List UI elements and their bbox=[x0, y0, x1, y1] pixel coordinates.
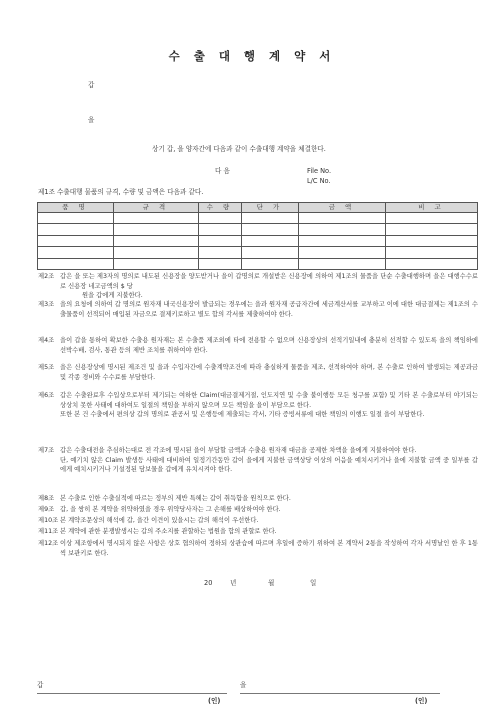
article-paragraph: 을이 갑을 통하여 확보한 수출용 원자재는 본 수출품 제조외에 타에 전용할 수 없으며 신용장상의 선적기일내에 충분히 선적할 수 있도록 을의 책임하에 선박수배, 검사, 통관 등의 제반 조치를 취하여야 한다. bbox=[60, 337, 478, 354]
table-cell bbox=[114, 213, 199, 224]
signature-b-label: 을 bbox=[240, 681, 247, 689]
table-cell bbox=[114, 247, 199, 258]
table-cell bbox=[38, 258, 114, 269]
table-cell bbox=[386, 224, 478, 235]
article-paragraph: 갑은 수출대전을 추심하는대로 전 각조에 명시된 을이 부담할 금액과 수출용 원자재 대금을 공제한 차액을 을에게 지불하여야 한다. bbox=[60, 447, 417, 454]
article-paragraph: 단, 예기치 않은 Claim 발생등 사태에 대비하여 일정기간동안 갑이 을에게 지불한 금액상당 이상의 어음을 예치시키거나 을에 지불할 금액 중 일부를 갑에게 예치시키거나 기설정된 담보물을 갑에게 유치시켜야 한다. bbox=[60, 456, 478, 473]
seal-a: (인) bbox=[208, 697, 221, 705]
article-item bbox=[38, 272, 478, 301]
article-label: 제2조 bbox=[38, 273, 55, 280]
table-cell bbox=[199, 258, 242, 269]
article-paragraph: 갑, 을 쌍히 본 계약을 위약하였을 경우 위약당사자는 그 손해를 배상하여야 한다. bbox=[60, 506, 281, 513]
table-cell bbox=[38, 235, 114, 246]
article-item bbox=[38, 336, 478, 355]
table-cell bbox=[242, 247, 299, 258]
lc-no-label: L/C No. bbox=[307, 177, 331, 185]
article-item bbox=[38, 391, 478, 420]
table-header-cell: 규 격 bbox=[114, 203, 199, 213]
table-cell bbox=[38, 224, 114, 235]
article-label: 제4조 bbox=[38, 337, 55, 344]
file-no-label: File No. bbox=[307, 167, 332, 175]
article-paragraph: 원을 갑에게 지불한다. bbox=[82, 292, 143, 299]
table-cell bbox=[114, 258, 199, 269]
party-b-label: 을 bbox=[88, 116, 95, 124]
table-row bbox=[38, 235, 478, 246]
table-row bbox=[38, 258, 478, 269]
table-header-cell: 품 명 bbox=[38, 203, 114, 213]
date-day-label: 일 bbox=[310, 579, 317, 587]
article-paragraph: 또한 본 건 수출에서 편의상 갑의 명의로 관공서 및 은행등에 제출되는 각서, 기타 증빙서류에 대한 책임의 이행도 일절 을이 부담한다. bbox=[60, 411, 425, 418]
notice-label: 다 음 bbox=[215, 167, 230, 175]
article-paragraph: 갑은 수출완료후 수입상으로부터 제기되는 여하한 Claim(대금결제거절, 인도지연 및 수출 불이행등 모든 청구를 포함) 및 기타 본 수출로부터 야기되는 상상치 못한 사태에 대하여도 일절의 책임을 부하지 않으며 모든 책임을 을이 부담으로 한다. bbox=[60, 392, 478, 409]
article-label: 제6조 bbox=[38, 392, 55, 399]
table-header-cell: 비 고 bbox=[386, 203, 478, 213]
article-paragraph: 본 계약에 관한 분쟁발생시는 갑의 주소지를 관할하는 법원을 합의 관할로 한다. bbox=[60, 528, 277, 535]
article-item bbox=[38, 505, 478, 515]
table-cell bbox=[199, 213, 242, 224]
article-item bbox=[38, 539, 478, 558]
table-cell bbox=[386, 213, 478, 224]
article-label: 제9조 bbox=[38, 506, 55, 513]
table-cell bbox=[114, 224, 199, 235]
article-label: 제7조 bbox=[38, 447, 55, 454]
article-paragraph: 본 계약조문상의 해석에 갑, 을간 이견이 있을시는 갑의 해석이 우선한다. bbox=[60, 517, 259, 524]
table-body bbox=[38, 213, 478, 270]
seal-b: (인) bbox=[415, 697, 428, 705]
table-cell bbox=[386, 258, 478, 269]
article-paragraph: 본 수출로 인한 수출실적에 따르는 정부의 제반 특혜는 갑이 취득함을 원칙으로 한다. bbox=[60, 495, 291, 502]
table-row bbox=[38, 213, 478, 224]
article-paragraph: 을은 신용장상에 명시된 제조건 및 을과 수입자간에 수출계약조건에 따라 충실하게 물품을 제조, 선적하여야 하며, 본 수출로 인하여 발생되는 제공과금 및 각종 경비와 수수료를 부담한다. bbox=[60, 364, 478, 381]
table-cell bbox=[242, 224, 299, 235]
date-month-label: 월 bbox=[268, 579, 275, 587]
table-cell bbox=[242, 258, 299, 269]
table-cell bbox=[299, 224, 386, 235]
table-row bbox=[38, 247, 478, 258]
article-label: 제3조 bbox=[38, 301, 55, 308]
article-item bbox=[38, 494, 478, 504]
article-label: 제11조 bbox=[38, 528, 59, 535]
table-cell bbox=[38, 213, 114, 224]
table-cell bbox=[299, 247, 386, 258]
page-title: 수 출 대 행 계 약 서 bbox=[168, 49, 336, 63]
article-paragraph: 을의 요청에 의하여 갑 명의로 원자재 내국신용장이 발급되는 경우에는 을과 원자재 공급자간에 세금계산서를 교부하고 이에 대한 대금결제는 제1조의 수출물품이 선적되어 매입된 자금으로 결제키로하고 별도 합의 각서를 제출하여야 한다. bbox=[60, 301, 478, 318]
table-cell bbox=[242, 213, 299, 224]
article-item bbox=[38, 516, 478, 526]
table-cell bbox=[299, 213, 386, 224]
goods-table bbox=[37, 202, 478, 270]
article-item bbox=[38, 300, 478, 319]
article-label: 제12조 bbox=[38, 540, 59, 547]
article-label: 제8조 bbox=[38, 495, 55, 502]
table-cell bbox=[199, 247, 242, 258]
article-item bbox=[38, 527, 478, 537]
table-cell bbox=[38, 247, 114, 258]
signature-a-line bbox=[37, 693, 227, 694]
intro-text: 상기 갑, 을 양자간에 다음과 같이 수출대행 계약을 체결한다. bbox=[152, 145, 326, 153]
table-header-cell: 수 량 bbox=[199, 203, 242, 213]
date-year: 20 bbox=[204, 579, 213, 587]
article-label: 제5조 bbox=[38, 364, 55, 371]
article-label: 제10조 bbox=[38, 517, 59, 524]
table-cell bbox=[299, 235, 386, 246]
table-cell bbox=[386, 235, 478, 246]
signature-b-line bbox=[240, 693, 440, 694]
table-cell bbox=[199, 235, 242, 246]
article-paragraph: 이상 제조항에서 명시되지 않은 사항은 상호 협의하여 정하되 상관습에 따르며 후일에 증하기 위하여 본 계약서 2통을 작성하여 각자 서명날인 한 후 1통씩 보관키로 한다. bbox=[60, 540, 478, 557]
table-header-cell: 단 가 bbox=[242, 203, 299, 213]
signature-a-label: 갑 bbox=[37, 681, 44, 689]
table-row bbox=[38, 224, 478, 235]
table-header-row bbox=[38, 203, 478, 213]
date-year-label: 년 bbox=[230, 579, 237, 587]
article-item bbox=[38, 446, 478, 475]
table-cell bbox=[114, 235, 199, 246]
article-item bbox=[38, 363, 478, 382]
table-cell bbox=[299, 258, 386, 269]
table-cell bbox=[242, 235, 299, 246]
table-cell bbox=[199, 224, 242, 235]
article-1: 제1조 수출대행 물품의 규격, 수량 및 금액은 다음과 같다. bbox=[38, 188, 204, 196]
table-header-cell: 금 액 bbox=[299, 203, 386, 213]
article-paragraph: 갑은 을 또는 제3자의 명의로 내도된 신용장을 양도받거나 을이 갑명의로 개설받은 신용장에 의하여 제1조의 물품을 단순 수출대행하며 을은 대행수수료로 신용장 네고금액의 $ 당 bbox=[60, 273, 478, 290]
party-a-label: 갑 bbox=[88, 81, 95, 89]
table-cell bbox=[386, 247, 478, 258]
